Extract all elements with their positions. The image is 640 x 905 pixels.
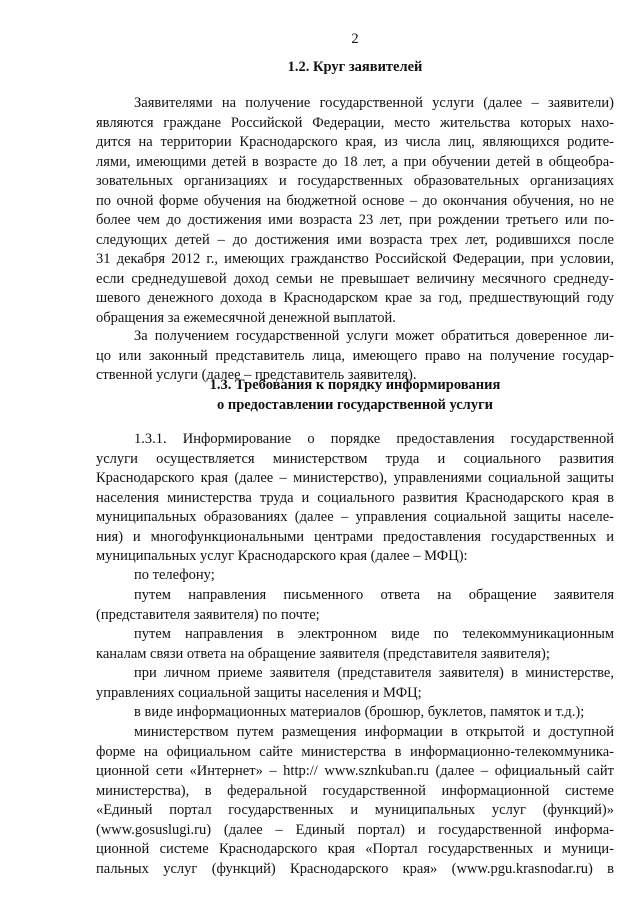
text-line: ственной услуги (далее – представитель заявителя). <box>96 367 417 383</box>
text-line: более чем до достижения ими возраста 23 лет, при рождении третьего или по- <box>96 212 614 228</box>
list-item-website <box>96 723 614 879</box>
section-1-3-1-paragraph <box>96 430 614 567</box>
text-line: путем направления в электронном виде по телекоммуникационным <box>134 626 614 642</box>
text-line: путем направления письменного ответа на обращение заявителя <box>134 587 614 603</box>
text-line: пальных услуг (функций) Краснодарского края» (www.pgu.krasnodar.ru) в <box>96 860 614 877</box>
heading-line: о предоставлении государственной услуги <box>216 396 494 413</box>
text-line: муниципальных образованиях (далее – управления социальной защиты населе- <box>96 509 614 525</box>
heading-line: 1.3. Требования к порядку информирования <box>209 377 501 393</box>
text-line: следующих детей – до достижения ими возраста трех лет, родившихся после <box>96 231 614 248</box>
list-item-by-mail <box>96 586 614 625</box>
text-line: министерства), в федеральной государственной информационной системе <box>96 782 614 799</box>
text-line: по телефону; <box>134 567 215 583</box>
text-line: ния) и многофункциональными центрами предоставления государственных и <box>96 528 614 545</box>
text-line: (www.gosuslugi.ru) (далее – Единый портал) и государственной информа- <box>96 821 614 838</box>
text-line: дится на территории Краснодарского края, из числа лиц, являющихся родите- <box>96 134 614 150</box>
list-item-info-materials <box>96 703 614 723</box>
text-line: услуги осуществляется министерством труда и социального развития <box>96 450 614 467</box>
text-line: управлениях социальной защиты населения и МФЦ; <box>96 684 422 701</box>
text-line: цо или законный представитель лица, имеющего право на получение государ- <box>96 347 614 364</box>
text-line: зовательных организациях и государственных образовательных организациях <box>96 173 614 189</box>
text-line: ционной системе Краснодарского края «Портал государственных и муници- <box>96 841 614 857</box>
list-item-personal-reception <box>96 664 614 703</box>
text-line: (представителя заявителя) по почте; <box>96 606 320 623</box>
text-line: Краснодарского края (далее – министерство), управлениями социальной защиты <box>96 470 614 486</box>
list-item-electronic <box>96 625 614 664</box>
text-line: министерством путем размещения информации в открытой и доступной <box>134 724 614 740</box>
text-line: населения министерства труда и социального развития Краснодарского края в <box>96 489 614 506</box>
text-line: являются граждане Российской Федерации, место жительства которых нахо- <box>96 114 614 131</box>
text-line: в виде информационных материалов (брошюр, буклетов, памяток и т.д.); <box>134 704 585 720</box>
text-line: форме на официальном сайте министерства в информационно-телекоммуника- <box>96 743 614 760</box>
text-line: Заявителями на получение государственной услуги (далее – заявители) <box>134 95 614 111</box>
text-line: ционной сети «Интернет» – http:// www.sznkuban.ru (далее – официальный сайт <box>96 763 614 779</box>
text-line: если среднедушевой доход семьи не превышает величину месячного среднеду- <box>96 270 614 287</box>
text-line: каналам связи ответа на обращение заявителя (представителя заявителя); <box>96 645 550 662</box>
text-line: муниципальных услуг Краснодарского края (далее – МФЦ): <box>96 548 468 564</box>
text-line: За получением государственной услуги может обратиться доверенное ли- <box>134 328 614 344</box>
text-line: при личном приеме заявителя (представителя заявителя) в министерстве, <box>134 665 614 681</box>
section-1-3-heading <box>96 376 614 415</box>
section-1-2-heading: 1.2. Круг заявителей <box>287 59 423 75</box>
text-line: 31 декабря 2012 г., имеющих гражданство Российской Федерации, при условии, <box>96 251 614 267</box>
text-line: обращения за ежемесячной денежной выплатой. <box>96 309 396 326</box>
text-line: «Единый портал государственных и муниципальных услуг (функций)» <box>96 802 614 818</box>
page-number: 2 <box>351 31 359 47</box>
section-1-2-paragraph-applicants <box>96 94 614 328</box>
list-item-by-phone <box>96 566 614 586</box>
text-line: по очной форме обучения на бюджетной основе – до окончания обучения, но не <box>96 192 614 209</box>
text-line: 1.3.1. Информирование о порядке предоставления государственной <box>134 431 614 447</box>
text-line: лями, имеющими детей в возрасте до 18 лет, а при обучении детей в общеобра- <box>96 153 614 170</box>
text-line: шевого денежного дохода в Краснодарском крае за год, предшествующий году <box>96 290 614 306</box>
